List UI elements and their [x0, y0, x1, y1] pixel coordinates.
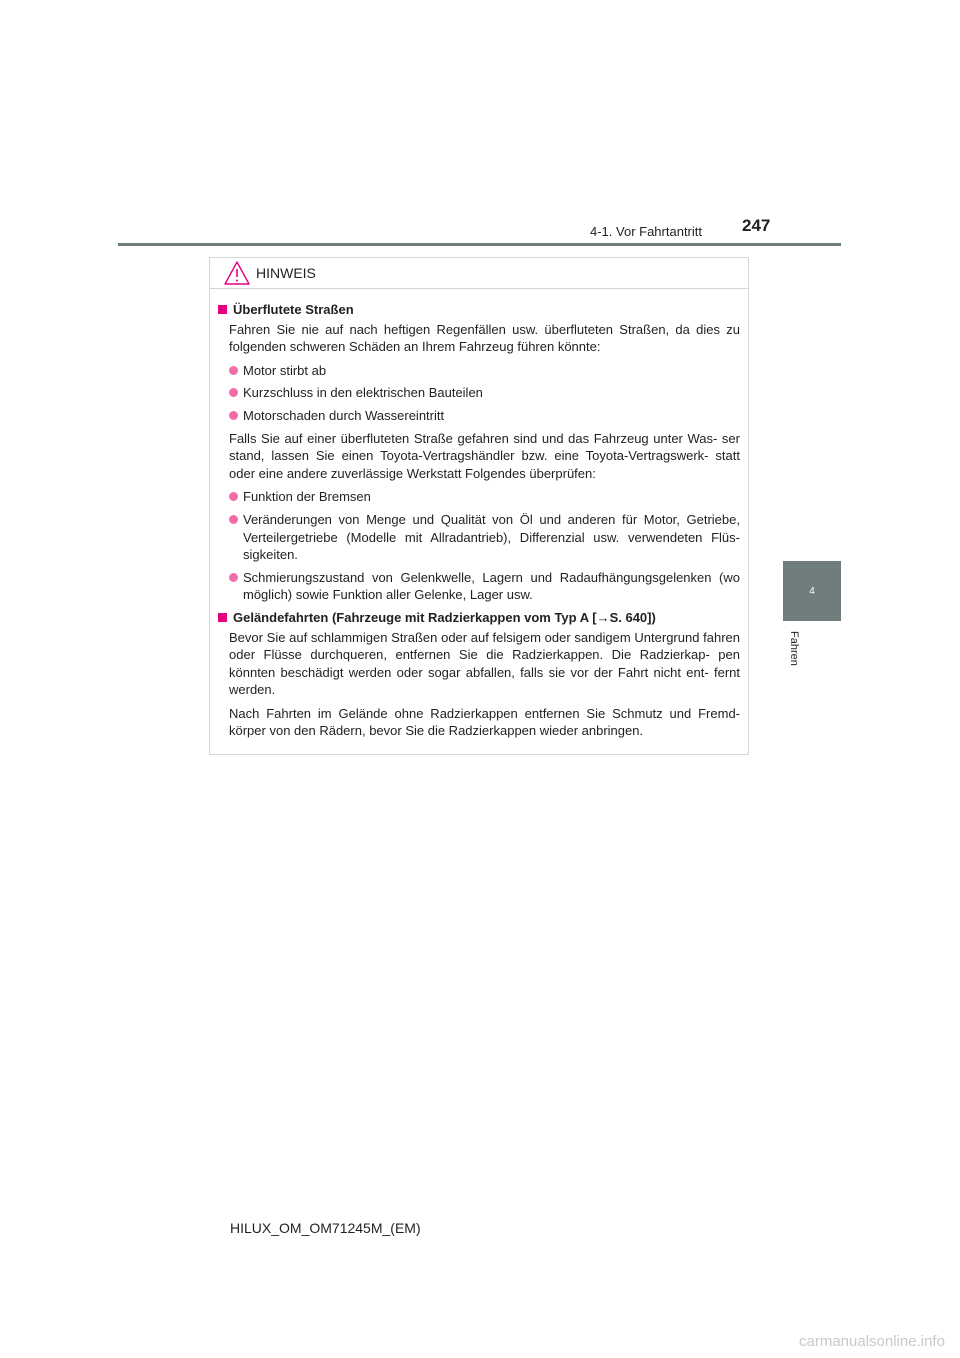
square-bullet-icon	[218, 305, 227, 314]
list-item	[218, 407, 740, 425]
square-bullet-icon	[218, 613, 227, 622]
list-item-text: Kurzschluss in den elektrischen Bauteilen	[243, 385, 483, 401]
section-heading-text: Geländefahrten (Fahrzeuge mit Radzierkappen vom Typ A [→S. 640])	[233, 609, 656, 625]
round-bullet-icon	[229, 411, 238, 420]
paragraph: Nach Fahrten im Gelände ohne Radzierkappen entfernen Sie Schmutz und Fremd- körper von den Rädern, bevor Sie die Radzierkappen wieder anbringen.	[229, 705, 740, 739]
notice-body	[210, 289, 748, 740]
chapter-number: 4	[809, 585, 815, 597]
watermark: carmanualsonline.info	[799, 1333, 945, 1350]
notice-box	[209, 257, 749, 755]
list-item	[218, 384, 740, 402]
round-bullet-icon	[229, 573, 238, 582]
list-item-text: Schmierungszustand von Gelenkwelle, Lagern und Radaufhängungsgelenken (wo möglich) sowie Funktion aller Gelenke, Lager usw.	[243, 569, 740, 603]
chapter-tab	[783, 561, 841, 621]
section-heading-flooded-roads	[218, 301, 740, 319]
notice-header	[210, 258, 748, 289]
round-bullet-icon	[229, 492, 238, 501]
section-heading-off-road	[218, 609, 740, 627]
list-item-text: Motor stirbt ab	[243, 362, 327, 378]
list-item	[218, 488, 740, 506]
list-item-text: Funktion der Bremsen	[243, 489, 371, 505]
paragraph: Fahren Sie nie auf nach heftigen Regenfällen usw. überfluteten Straßen, da dies zu folgenden schweren Schäden an Ihrem Fahrzeug führen könnte:	[229, 321, 740, 355]
round-bullet-icon	[229, 366, 238, 375]
page-section: 4-1. Vor Fahrtantritt	[590, 224, 702, 239]
chapter-label: Fahren	[788, 631, 800, 666]
paragraph: Bevor Sie auf schlammigen Straßen oder auf felsigem oder sandigem Untergrund fahren oder Flüsse durchqueren, entfernen Sie die Radzierkappen. Die Radzierkap- pen könnten beschädigt werden oder sogar abfallen, falls sie vor der Fahrt nicht ent- fernt werden.	[229, 629, 740, 698]
list-item	[218, 569, 740, 604]
list-item-text: Veränderungen von Menge und Qualität von Öl und anderen für Motor, Getriebe, Verteilergetriebe (Modelle mit Allradantrieb), Differenzial usw. verwendeten Flüs- sigkeiten.	[243, 511, 740, 563]
section-heading-text: Überflutete Straßen	[233, 302, 354, 317]
header-rule	[118, 243, 841, 246]
round-bullet-icon	[229, 515, 238, 524]
footer-code: HILUX_OM_OM71245M_(EM)	[230, 1220, 421, 1236]
notice-title: HINWEIS	[256, 265, 316, 281]
list-item	[218, 511, 740, 564]
warning-icon	[224, 261, 250, 285]
list-item	[218, 362, 740, 380]
round-bullet-icon	[229, 388, 238, 397]
list-item-text: Motorschaden durch Wassereintritt	[243, 407, 445, 423]
page-number: 247	[742, 216, 771, 235]
paragraph: Falls Sie auf einer überfluteten Straße gefahren sind und das Fahrzeug unter Was- ser stand, lassen Sie einen Toyota-Vertragshändler bzw. eine Toyota-Vertragswerk- statt oder eine andere zuverlässige Werkstatt Folgendes überprüfen:	[229, 430, 740, 481]
